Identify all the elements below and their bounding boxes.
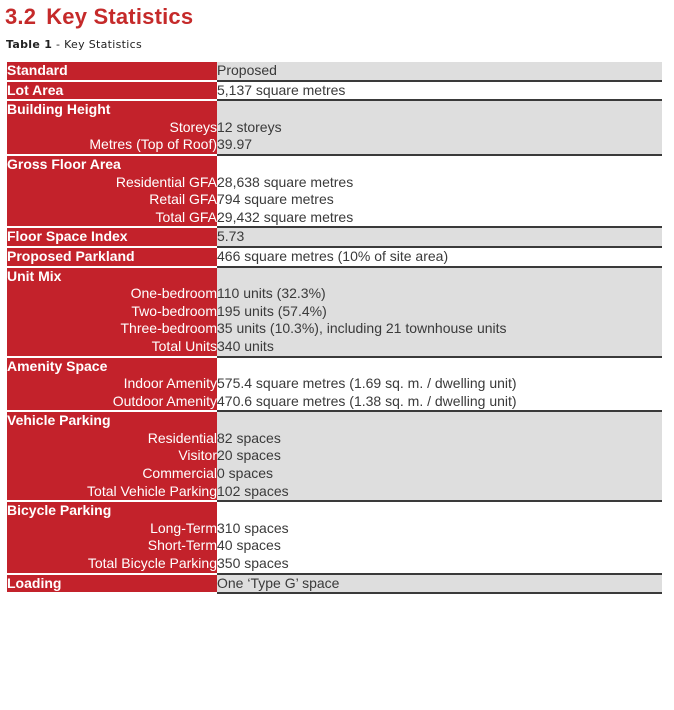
section-number: 3.2 [5, 4, 37, 29]
row-label-cell [7, 100, 217, 155]
value-spacer [217, 412, 662, 430]
row-label-cell [7, 155, 217, 227]
row-value: Proposed [217, 62, 277, 78]
row-header: Vehicle Parking [7, 412, 111, 429]
table-row [7, 81, 662, 101]
row-sublabel: Total Bicycle Parking [87, 555, 217, 572]
row-sublabel: Storeys [169, 118, 217, 135]
row-sublabel: One-bedroom [130, 285, 217, 302]
table-row [7, 247, 662, 267]
row-sublabel: Residential [147, 429, 217, 446]
table-row [7, 411, 662, 501]
row-value: 29,432 square metres [217, 208, 354, 225]
table-row [7, 155, 662, 227]
row-sublabel: Total Vehicle Parking [87, 482, 217, 499]
row-label-cell [7, 574, 217, 594]
row-value-cell [217, 574, 662, 594]
row-label-cell [7, 357, 217, 412]
row-value: 39.97 [217, 136, 253, 153]
row-sublabel: Visitor [178, 447, 217, 464]
row-value: 340 units [217, 337, 274, 354]
value-spacer [217, 358, 662, 376]
table-caption-label: Table 1 [6, 38, 53, 51]
row-label-cell [7, 227, 217, 247]
row-value: 28,638 square metres [217, 173, 354, 190]
row-label-cell [7, 81, 217, 101]
row-value: 310 spaces [217, 519, 289, 536]
row-label-cell [7, 411, 217, 501]
row-value-cell [217, 247, 662, 267]
table-row [7, 267, 662, 357]
row-value: 5.73 [217, 228, 245, 245]
table-caption-separator: - [52, 38, 65, 51]
table-row [7, 100, 662, 155]
row-value-cell [217, 411, 662, 501]
table-row [7, 501, 662, 573]
row-value: 350 spaces [217, 555, 289, 572]
row-value-cell [217, 357, 662, 412]
row-value: 195 units (57.4%) [217, 302, 327, 319]
row-sublabel: Outdoor Amenity [112, 392, 217, 409]
value-spacer [217, 101, 662, 119]
row-value-cell [217, 501, 662, 573]
row-label-cell [7, 247, 217, 267]
row-sublabel: Residential GFA [115, 173, 217, 190]
row-sublabel: Total GFA [155, 208, 217, 225]
row-value: 20 spaces [217, 447, 281, 464]
row-sublabel: Commercial [142, 465, 217, 482]
row-label-cell [7, 62, 217, 81]
row-value: 0 spaces [217, 465, 274, 482]
table-row [7, 357, 662, 412]
row-sublabel: Metres (Top of Roof) [89, 136, 217, 153]
row-header: Loading [7, 574, 62, 591]
row-header: Unit Mix [7, 267, 62, 284]
row-value-cell [217, 155, 662, 227]
row-label-cell [7, 267, 217, 357]
row-sublabel: Short-Term [147, 537, 217, 554]
row-header: Gross Floor Area [7, 155, 121, 172]
row-header: Lot Area [7, 81, 64, 98]
row-value: 575.4 square metres (1.69 sq. m. / dwelling unit) [217, 375, 517, 392]
row-value-cell [217, 81, 662, 101]
row-sublabel: Three-bedroom [120, 320, 217, 337]
row-value-cell [217, 227, 662, 247]
table-caption [6, 38, 142, 51]
value-spacer [217, 502, 662, 520]
row-label-cell [7, 501, 217, 573]
row-value: 794 square metres [217, 191, 334, 208]
key-statistics-table [7, 62, 662, 594]
row-header: Amenity Space [7, 357, 108, 374]
row-value: 40 spaces [217, 537, 281, 554]
row-header: Building Height [7, 101, 111, 118]
table-row [7, 574, 662, 594]
row-sublabel: Total Units [151, 337, 217, 354]
value-spacer [217, 268, 662, 286]
row-header: Proposed Parkland [7, 247, 135, 264]
row-value: 35 units (10.3%), including 21 townhouse units [217, 320, 507, 337]
value-spacer [217, 156, 662, 174]
row-value-cell [217, 100, 662, 155]
table-caption-text: Key Statistics [64, 38, 143, 51]
section-heading [5, 4, 193, 30]
row-value-cell [217, 62, 662, 81]
row-value: One ‘Type G’ space [217, 574, 340, 591]
row-value: 5,137 square metres [217, 81, 346, 98]
table-row [7, 62, 662, 81]
row-sublabel: Indoor Amenity [123, 375, 217, 392]
row-value-cell [217, 267, 662, 357]
row-sublabel: Two-bedroom [131, 302, 217, 319]
row-header: Floor Space Index [7, 228, 128, 245]
row-header: Bicycle Parking [7, 502, 112, 519]
row-value: 82 spaces [217, 429, 281, 446]
key-statistics-table-body [7, 62, 662, 593]
row-value: 102 spaces [217, 482, 289, 499]
row-value: 470.6 square metres (1.38 sq. m. / dwelling unit) [217, 392, 517, 409]
row-value: 466 square metres (10% of site area) [217, 247, 449, 264]
row-value: 110 units (32.3%) [217, 285, 326, 302]
section-title: Key Statistics [46, 4, 194, 29]
row-sublabel: Retail GFA [149, 191, 217, 208]
table-row [7, 227, 662, 247]
row-sublabel: Long-Term [150, 519, 217, 536]
row-value: 12 storeys [217, 118, 282, 135]
row-header: Standard [7, 62, 68, 78]
